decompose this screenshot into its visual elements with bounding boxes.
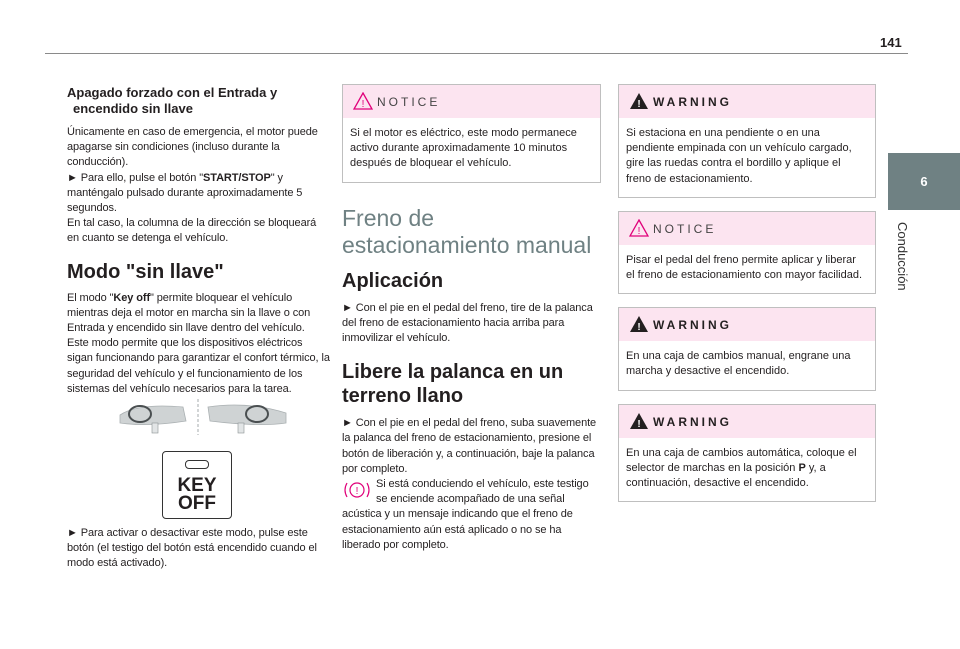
chapter-number: 6 — [920, 174, 928, 189]
svg-text:!: ! — [637, 322, 641, 334]
notice-text: Si el motor es eléctrico, este modo permanece activo durante aproximadamente 10 minutos después de bloquear el vehículo. — [350, 127, 577, 170]
paragraph: Únicamente en caso de emergencia, el motor puede apagarse sin condiciones (incluso durante la conducción). — [67, 126, 318, 169]
warning-triangle-icon — [353, 92, 373, 110]
warning-triangle-icon — [629, 412, 649, 430]
svg-text:!: ! — [637, 418, 641, 430]
brake-warning-lamp-icon — [342, 479, 372, 501]
warning-triangle-icon — [629, 219, 649, 237]
instruction: ► Con el pie en el pedal del freno, suba suavemente la palanca del freno de estacionamiento, presione el botón de liberación y, a continuación, baje la palanca por completo. — [342, 417, 597, 475]
paragraph: El modo "Key off" permite bloquear el vehículo mientras deja el motor en marcha sin la llave o con Entrada y encendido sin llave dentro del vehículo. — [67, 291, 311, 335]
warning-box-automatic: ! WARNING En una caja de cambios automática, coloque el selector de marchas en la posición P y, a continuación, desactive el encendido. — [618, 404, 876, 503]
warning-triangle-icon — [629, 92, 649, 110]
warning-triangle-icon — [629, 315, 649, 333]
column-3 — [618, 84, 876, 502]
instruction: ► Para ello, pulse el botón "START/STOP" y manténgalo pulsado durante aproximadamente 5 segundos. — [67, 171, 303, 215]
steering-illustration — [118, 397, 288, 437]
column-1 — [67, 85, 330, 397]
header-rule — [45, 53, 908, 54]
paragraph-warning-lamp: ! Si está conduciendo el vehículo, este testigo se enciende acompañado de una señal acústica y un mensaje indicando que el freno de estacionamiento aún está aplicado o no se ha liberado por completo. — [342, 478, 589, 551]
heading-forced-shutdown: Apagado forzado con el Entrada y encendido sin llave — [67, 85, 278, 116]
subheading-release: Libere la palanca en un terreno llano — [342, 361, 564, 408]
notice-label: NOTICE — [377, 95, 441, 109]
svg-text:!: ! — [355, 486, 359, 498]
chapter-label: Conducción — [895, 222, 910, 291]
notice-box — [342, 84, 601, 183]
paragraph: Este modo permite que los dispositivos eléctricos sigan funcionando para garantizar el confort térmico, la seguridad del vehículo y el funcionamiento de los sistemas del vehículo necesarios para la tarea. — [67, 337, 330, 395]
section-title-parking-brake: Freno de estacionamiento manual — [342, 204, 592, 258]
warning-box-manual: ! WARNING En una caja de cambios manual, engrane una marcha y desactive el encendido. — [618, 307, 876, 390]
indicator-lamp — [185, 460, 209, 469]
paragraph: En tal caso, la columna de la dirección se bloqueará en cuanto se detenga el vehículo. — [67, 217, 317, 245]
section-title-keyless: Modo "sin llave" — [67, 260, 224, 283]
svg-text:!: ! — [361, 99, 365, 110]
key-off-button-icon: KEY OFF — [162, 451, 232, 519]
subheading-apply: Aplicación — [342, 269, 444, 292]
notice-box-pedal: ! NOTICE Pisar el pedal del freno permite aplicar y liberar el freno de estacionamiento con mayor facilidad. — [618, 211, 876, 294]
column-2 — [342, 84, 601, 553]
chapter-tab[interactable] — [888, 153, 960, 210]
svg-text:!: ! — [637, 99, 641, 110]
instruction: ► Con el pie en el pedal del freno, tire de la palanca del freno de estacionamiento hacia arriba para inmovilizar el vehículo. — [342, 301, 593, 345]
svg-text:!: ! — [637, 225, 641, 237]
warning-box-slope: ! WARNING Si estaciona en una pendiente o en una pendiente empinada con un vehículo cargado, gire las ruedas contra el bordillo y aplique el freno de estacionamiento. — [618, 84, 876, 198]
page-number: 141 — [880, 35, 902, 50]
instruction-activate: ► Para activar o desactivar este modo, pulse este botón (el testigo del botón está encendido cuando el modo está activado). — [67, 527, 317, 570]
